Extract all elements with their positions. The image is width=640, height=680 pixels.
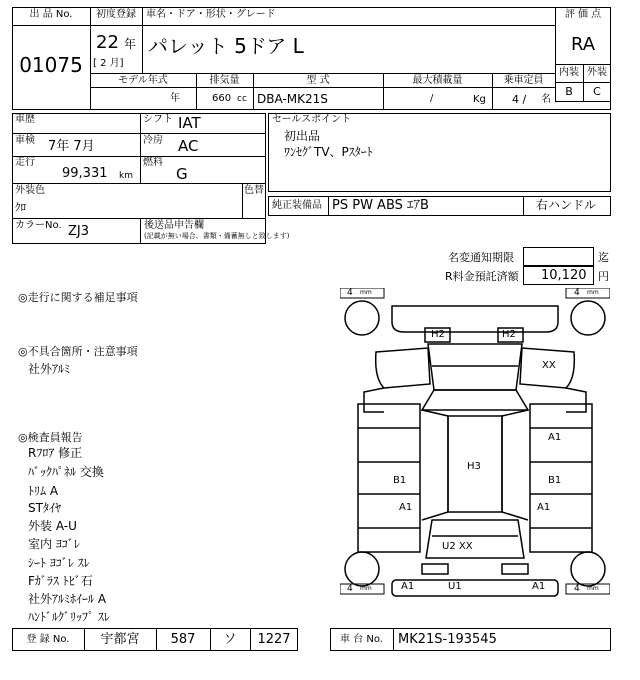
type-label: 型 式: [306, 75, 330, 86]
mark-a1-bottom-left: A1: [401, 581, 415, 592]
tire-label-front-left: 4: [347, 288, 353, 298]
model-year-label: モデル年式: [118, 75, 168, 86]
inspector-line-7: ｼｰﾄ ﾖｺﾞﾚ ｽﾚ: [28, 556, 90, 570]
sales-point-line-2: ﾜﾝｾｸﾞTV、Pｽﾀｰﾄ: [284, 145, 373, 159]
tail-lamp-right: [502, 564, 528, 574]
exterior-label: 外装: [587, 67, 607, 78]
tire-label-rear-left: 4: [347, 584, 353, 594]
inspector-line-3: ﾄﾘﾑ A: [28, 484, 59, 498]
mileage-unit: km: [119, 171, 133, 181]
fuel-label: 燃料: [143, 157, 163, 168]
reg-place: 宇都宮: [100, 632, 140, 647]
fuel-value: G: [176, 165, 188, 183]
capacity-label: 乗車定員: [503, 75, 544, 86]
mark-h2-left: H2: [431, 329, 445, 340]
interior-grade: B: [565, 85, 573, 98]
back-door: [426, 520, 524, 558]
tire-front-right: [571, 301, 605, 335]
history-label: 車歴: [15, 114, 35, 125]
tire-unit-front-right: mm: [587, 289, 599, 296]
mileage-value: 99,331: [62, 166, 108, 181]
reg-label: 登 録 No.: [26, 634, 70, 645]
inspector-line-5: 外装 A-U: [28, 519, 77, 533]
color-no-value: ZJ3: [68, 224, 90, 239]
name-change-label: 名変通知期限: [448, 251, 514, 264]
lot-label: 出 品 No.: [29, 9, 73, 20]
mark-u2-xx: U2 XX: [442, 541, 473, 552]
mark-b1-left: B1: [393, 475, 407, 486]
displacement-value: 660: [212, 93, 232, 104]
tire-front-left: [345, 301, 379, 335]
max-load-unit: Kg: [473, 94, 486, 105]
car-name: パレット 5ドア L: [148, 34, 304, 58]
tail-lamp-left: [422, 564, 448, 574]
interior-label: 内装: [559, 67, 579, 78]
windshield: [422, 390, 528, 410]
model-year-value: 年: [170, 93, 180, 104]
mark-b1-right: B1: [548, 475, 562, 486]
ext-color-label: 外装色: [15, 185, 45, 196]
mark-a1-bottom-right: A1: [532, 581, 546, 592]
chassis-value: MK21S-193545: [398, 632, 497, 647]
recycle-value: 10,120: [541, 268, 587, 283]
tire-unit-front-left: mm: [360, 289, 372, 296]
front-bumper: [392, 306, 558, 332]
mark-a1-right-upper: A1: [548, 432, 562, 443]
defects-line-1: 社外ｱﾙﾐ: [28, 362, 71, 376]
displacement-label: 排気量: [209, 75, 240, 86]
tire-unit-rear-left: mm: [360, 585, 372, 592]
equipment-value: PS PW ABS ｴｱB: [332, 198, 429, 213]
inspector-line-6: 室内 ﾖｺﾞﾚ: [28, 537, 80, 551]
car-diagram: [340, 288, 610, 600]
mark-xx-top-right: XX: [542, 360, 556, 371]
reg-kana: ソ: [223, 632, 237, 647]
mileage-label: 走行: [15, 157, 35, 168]
car-name-label: 車名・ドア・形状・グレード: [146, 9, 276, 20]
capacity-unit: 名: [541, 94, 551, 105]
inspector-line-9: 社外ｱﾙﾐﾎｲｰﾙ A: [28, 592, 107, 606]
ext-color-value: ｸﾛ: [15, 201, 26, 214]
max-load-label: 最大積載量: [412, 75, 463, 86]
tire-label-front-right: 4: [574, 288, 580, 298]
recycle-unit: 円: [598, 270, 609, 283]
displacement-unit: cc: [237, 94, 247, 104]
first-reg-year-unit: 年: [124, 37, 137, 51]
fender-front-left: [376, 348, 430, 388]
inspection-value: 7年 7月: [48, 139, 95, 154]
exterior-grade: C: [593, 85, 601, 98]
inspector-line-2: ﾊﾞｯｸﾊﾟﾈﾙ 交換: [28, 465, 104, 479]
first-reg-year: 22: [96, 32, 119, 53]
hood: [428, 344, 522, 390]
tire-rear-left: [345, 552, 379, 586]
aftermarket-note: (記載が無い場合、書類・備蓄無しと致します): [144, 232, 290, 240]
shift-label: シフト: [143, 114, 173, 125]
ac-label: 冷房: [143, 135, 163, 146]
name-change-box: [523, 247, 594, 266]
color-change-label: 色替: [244, 185, 264, 196]
side-left: [358, 404, 420, 552]
lot-number: 01075: [19, 53, 83, 77]
handle-value: 右ハンドル: [536, 198, 597, 212]
mark-h3-roof: H3: [467, 461, 481, 472]
mark-a1-left-lower: A1: [399, 502, 413, 513]
first-reg-month: [ 2 月]: [93, 58, 124, 69]
sales-point-label: セールスポイント: [272, 114, 352, 125]
reg-number: 1227: [257, 632, 291, 647]
aftermarket-label: 後送品申告欄: [144, 220, 204, 231]
mark-h2-right: H2: [502, 329, 516, 340]
capacity-value: 4 /: [512, 93, 527, 106]
inspection-label: 車検: [15, 135, 35, 146]
mark-u1-bottom: U1: [448, 581, 462, 592]
inspector-line-10: ﾊﾝﾄﾞﾙｸﾞﾘｯﾌﾟ ｽﾚ: [28, 610, 110, 624]
mark-a1-right-lower: A1: [537, 502, 551, 513]
type-value: DBA-MK21S: [257, 92, 328, 106]
ac-value: AC: [178, 137, 199, 155]
first-reg-label: 初度登録: [96, 9, 136, 20]
eval-score: RA: [570, 34, 596, 55]
recycle-label: R料金預託済額: [445, 270, 519, 283]
color-no-label: カラーNo.: [15, 220, 62, 231]
tire-rear-right: [571, 552, 605, 586]
inspector-title: ◎検査員報告: [18, 431, 83, 444]
equipment-label: 純正装備品: [272, 200, 322, 211]
tire-unit-rear-right: mm: [587, 585, 599, 592]
defects-title: ◎不具合箇所・注意事項: [18, 345, 138, 358]
tire-label-rear-right: 4: [574, 584, 580, 594]
reg-class: 587: [170, 632, 196, 647]
eval-label: 評 価 点: [564, 9, 602, 20]
inspector-line-4: STﾀｲﾔ: [28, 501, 61, 515]
chassis-label: 車 台 No.: [340, 634, 383, 645]
name-change-unit: 迄: [598, 251, 609, 264]
max-load-value: /: [430, 93, 434, 104]
inspector-line-1: Rﾌﾛｱ 修正: [28, 446, 83, 460]
sales-point-line-1: 初出品: [284, 129, 321, 143]
driving-title: ◎走行に関する補足事項: [18, 291, 138, 304]
inspector-line-8: Fｶﾞﾗｽ ﾄﾋﾞ石: [28, 574, 93, 588]
shift-value: IAT: [178, 114, 201, 132]
